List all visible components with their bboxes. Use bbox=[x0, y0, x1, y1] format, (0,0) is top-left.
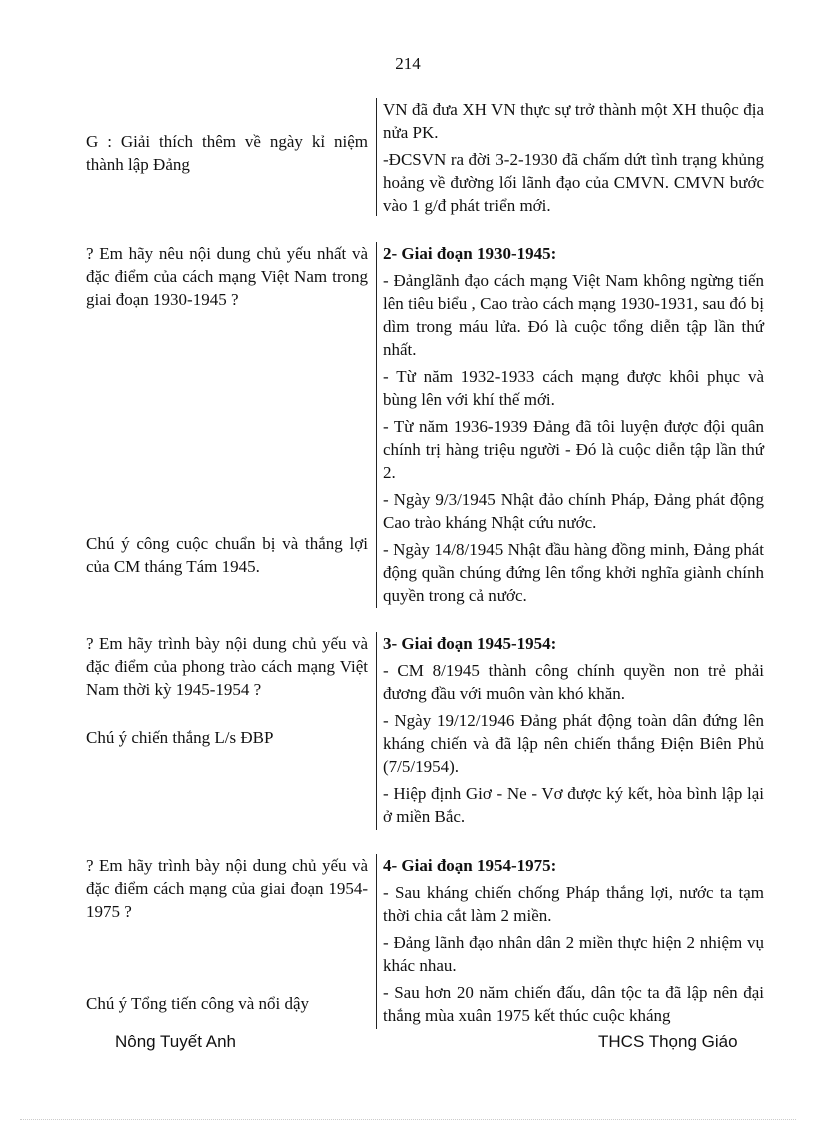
content-column bbox=[376, 854, 764, 1029]
content-paragraph: - CM 8/1945 thành công chính quyền non trẻ phải đương đầu với muôn vàn khó khăn. bbox=[383, 661, 764, 703]
question-column bbox=[86, 242, 368, 311]
footer-school: THCS Thọng Giáo bbox=[598, 1032, 738, 1051]
section-heading: 2- Giai đoạn 1930-1945: bbox=[383, 244, 557, 263]
question-text: ? Em hãy trình bày nội dung chủ yếu và đặc điểm của phong trào cách mạng Việt Nam thời kỳ 1945-1954 ? bbox=[86, 634, 368, 699]
question-text: ? Em hãy nêu nội dung chủ yếu nhất và đặc điểm của cách mạng Việt Nam trong giai đoạn 1930-1945 ? bbox=[86, 244, 368, 309]
content-paragraph: - Ngày 19/12/1946 Đảng phát động toàn dân đứng lên kháng chiến và đã lập nên chiến thắng Điện Biên Phủ (7/5/1954). bbox=[383, 711, 764, 776]
teacher-note bbox=[86, 726, 368, 749]
content-paragraph: - Ngày 9/3/1945 Nhật đảo chính Pháp, Đảng phát động Cao trào kháng Nhật cứu nước. bbox=[383, 490, 764, 532]
content-paragraph: - Hiệp định Giơ - Ne - Vơ được ký kết, hòa bình lập lại ở miền Bắc. bbox=[383, 784, 764, 826]
teacher-note bbox=[86, 992, 368, 1015]
footer-author: Nông Tuyết Anh bbox=[115, 1032, 236, 1051]
section-heading: 4- Giai đoạn 1954-1975: bbox=[383, 856, 557, 875]
page-number: 214 bbox=[395, 54, 421, 73]
question-text: ? Em hãy trình bày nội dung chủ yếu và đặc điểm cách mạng của giai đoạn 1954-1975 ? bbox=[86, 856, 368, 921]
content-paragraph: - Từ năm 1936-1939 Đảng đã tôi luyện được đội quân chính trị hàng triệu người - Đó là cuộc diễn tập lần thứ 2. bbox=[383, 417, 764, 482]
teacher-note bbox=[86, 130, 368, 176]
section-heading: 3- Giai đoạn 1945-1954: bbox=[383, 634, 557, 653]
page-bottom-divider bbox=[20, 1119, 796, 1120]
note-text: G : Giải thích thêm về ngày kỉ niệm thành lập Đảng bbox=[86, 132, 368, 174]
content-paragraph: - Từ năm 1932-1933 cách mạng được khôi phục và bùng lên với khí thế mới. bbox=[383, 367, 764, 409]
content-paragraph: - Đảng lãnh đạo nhân dân 2 miền thực hiện 2 nhiệm vụ khác nhau. bbox=[383, 933, 764, 975]
content-paragraph: - Sau kháng chiến chống Pháp thắng lợi, nước ta tạm thời chia cắt làm 2 miền. bbox=[383, 883, 764, 925]
note-text: Chú ý chiến thắng L/s ĐBP bbox=[86, 728, 274, 747]
note-text: Chú ý công cuộc chuẩn bị và thắng lợi của CM tháng Tám 1945. bbox=[86, 534, 368, 576]
content-paragraph: VN đã đưa XH VN thực sự trở thành một XH thuộc địa nửa PK. bbox=[383, 100, 764, 142]
note-text: Chú ý Tổng tiến công và nổi dậy bbox=[86, 994, 310, 1013]
question-column bbox=[86, 632, 368, 701]
content-paragraph: -ĐCSVN ra đời 3-2-1930 đã chấm dứt tình trạng khủng hoảng về đường lối lãnh đạo của CMVN. CMVN bước vào 1 g/đ phát triển mới. bbox=[383, 150, 764, 215]
content-column bbox=[376, 632, 764, 830]
question-column bbox=[86, 854, 368, 923]
teacher-note bbox=[86, 532, 368, 578]
content-column bbox=[376, 242, 764, 608]
content-paragraph: - Đảnglãnh đạo cách mạng Việt Nam không ngừng tiến lên tiêu biểu , Cao trào cách mạng 1930-1931, sau đó bị dìm trong máu lửa. Đó là cuộc tổng diễn tập lần thứ nhất. bbox=[383, 271, 764, 359]
content-paragraph: - Ngày 14/8/1945 Nhật đầu hàng đồng minh, Đảng phát động quần chúng đứng lên tổng khởi nghĩa giành chính quyền trong cả nước. bbox=[383, 540, 764, 605]
content-paragraph: - Sau hơn 20 năm chiến đấu, dân tộc ta đã lập nên đại thắng mùa xuân 1975 kết thúc cuộc kháng bbox=[383, 983, 764, 1025]
content-column bbox=[376, 98, 764, 216]
